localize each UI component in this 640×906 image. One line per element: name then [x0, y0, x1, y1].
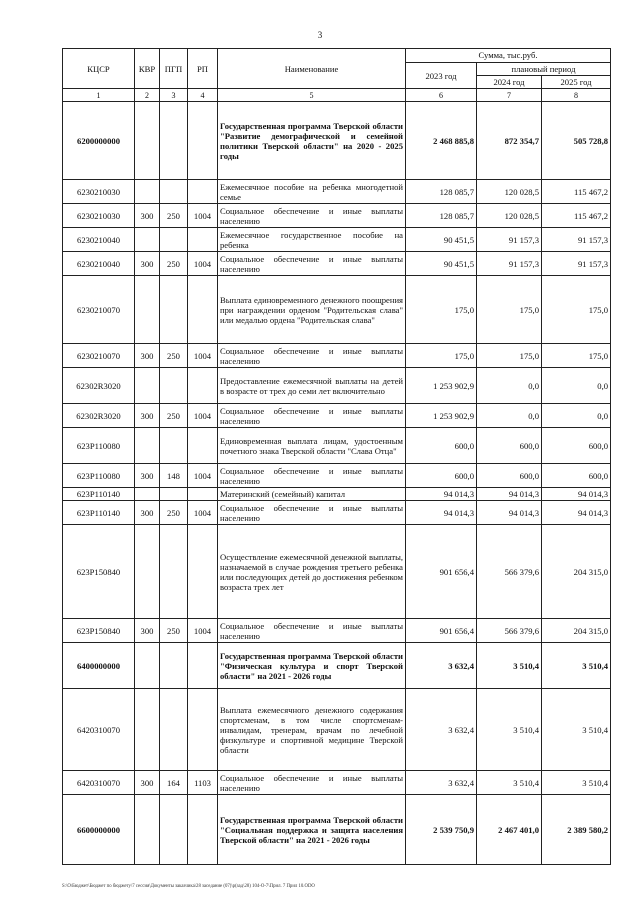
col-number: 5	[218, 89, 406, 102]
cell-2025: 91 157,3	[542, 252, 611, 276]
cell-rp: 1004	[188, 464, 218, 488]
cell-name: Выплата единовременного денежного поощрения при награждении орденом "Родительская слава" или медалью ордена "Родительская слава"	[218, 276, 406, 344]
cell-pgp	[160, 488, 188, 501]
cell-kcsr: 623P150840	[63, 619, 135, 643]
cell-2023: 600,0	[406, 428, 477, 464]
cell-2023: 3 632,4	[406, 643, 477, 689]
table-row	[63, 404, 611, 428]
cell-kvr: 300	[135, 771, 160, 795]
cell-rp: 1004	[188, 501, 218, 525]
cell-2025: 204 315,0	[542, 525, 611, 619]
cell-kvr	[135, 689, 160, 771]
cell-kvr: 300	[135, 619, 160, 643]
cell-2024: 600,0	[477, 428, 542, 464]
cell-pgp	[160, 228, 188, 252]
cell-2023: 901 656,4	[406, 619, 477, 643]
cell-2023: 175,0	[406, 344, 477, 368]
cell-name: Предоставление ежемесячной выплаты на детей в возрасте от трех до семи лет включительно	[218, 368, 406, 404]
cell-2024: 94 014,3	[477, 501, 542, 525]
cell-2024: 3 510,4	[477, 643, 542, 689]
cell-name: Социальное обеспечение и иные выплаты населению	[218, 464, 406, 488]
header-kcsr: КЦСР	[63, 49, 135, 89]
cell-2024: 3 510,4	[477, 771, 542, 795]
col-number: 7	[477, 89, 542, 102]
cell-name: Выплата ежемесячного денежного содержания спортсменам, в том числе спортсменам-инвалидам, тренерам, врачам по лечебной физкультуре и спортивной медицине Тверской области	[218, 689, 406, 771]
cell-kvr	[135, 102, 160, 180]
cell-2023: 90 451,5	[406, 252, 477, 276]
cell-pgp: 250	[160, 344, 188, 368]
cell-2025: 2 389 580,2	[542, 795, 611, 865]
cell-rp	[188, 276, 218, 344]
cell-kvr	[135, 525, 160, 619]
cell-2023: 1 253 902,9	[406, 368, 477, 404]
cell-kcsr: 6230210070	[63, 344, 135, 368]
cell-name: Осуществление ежемесячной денежной выплаты, назначаемой в случае рождения третьего ребенка или последующих детей до достижения ребенком возраста трех лет	[218, 525, 406, 619]
header-plan-period: плановый период	[477, 63, 611, 76]
cell-pgp: 250	[160, 252, 188, 276]
table-row	[63, 488, 611, 501]
cell-2023: 94 014,3	[406, 501, 477, 525]
cell-kvr	[135, 488, 160, 501]
cell-name: Ежемесячное пособие на ребенка многодетной семье	[218, 180, 406, 204]
header-pgp: ПГП	[160, 49, 188, 89]
header-2025: 2025 год	[542, 76, 611, 89]
cell-name: Социальное обеспечение и иные выплаты населению	[218, 344, 406, 368]
table-row	[63, 643, 611, 689]
cell-2025: 204 315,0	[542, 619, 611, 643]
cell-2023: 3 632,4	[406, 771, 477, 795]
cell-pgp: 250	[160, 404, 188, 428]
cell-rp: 1004	[188, 619, 218, 643]
cell-kvr: 300	[135, 204, 160, 228]
cell-2024: 872 354,7	[477, 102, 542, 180]
cell-pgp	[160, 428, 188, 464]
cell-pgp: 250	[160, 501, 188, 525]
cell-kcsr: 623P110080	[63, 464, 135, 488]
header-kvr: КВР	[135, 49, 160, 89]
cell-2025: 0,0	[542, 404, 611, 428]
cell-rp	[188, 180, 218, 204]
cell-rp	[188, 525, 218, 619]
cell-kcsr: 6600000000	[63, 795, 135, 865]
cell-name: Государственная программа Тверской области "Социальная поддержка и защита населения Тверской области" на 2021 - 2026 годы	[218, 795, 406, 865]
cell-2023: 94 014,3	[406, 488, 477, 501]
cell-pgp	[160, 276, 188, 344]
cell-2024: 120 028,5	[477, 204, 542, 228]
cell-kvr	[135, 643, 160, 689]
cell-kvr: 300	[135, 404, 160, 428]
table-row	[63, 619, 611, 643]
table-row	[63, 368, 611, 404]
cell-2024: 0,0	[477, 368, 542, 404]
cell-2025: 91 157,3	[542, 228, 611, 252]
cell-pgp: 164	[160, 771, 188, 795]
cell-name: Социальное обеспечение и иные выплаты населению	[218, 204, 406, 228]
cell-2025: 505 728,8	[542, 102, 611, 180]
cell-2025: 3 510,4	[542, 643, 611, 689]
cell-2024: 0,0	[477, 404, 542, 428]
cell-kcsr: 6230210040	[63, 228, 135, 252]
cell-rp	[188, 689, 218, 771]
cell-kcsr: 6230210070	[63, 276, 135, 344]
cell-2023: 2 468 885,8	[406, 102, 477, 180]
header-2023: 2023 год	[406, 63, 477, 89]
cell-rp	[188, 228, 218, 252]
cell-rp	[188, 102, 218, 180]
cell-2025: 3 510,4	[542, 689, 611, 771]
col-number: 6	[406, 89, 477, 102]
cell-2024: 566 379,6	[477, 525, 542, 619]
cell-2025: 3 510,4	[542, 771, 611, 795]
cell-kvr: 300	[135, 501, 160, 525]
cell-rp: 1004	[188, 252, 218, 276]
table-row	[63, 771, 611, 795]
cell-kvr	[135, 180, 160, 204]
table-row	[63, 102, 611, 180]
cell-pgp	[160, 102, 188, 180]
cell-name: Государственная программа Тверской области "Физическая культура и спорт Тверской области" на 2021 - 2026 годы	[218, 643, 406, 689]
cell-kcsr: 6420310070	[63, 689, 135, 771]
cell-2025: 600,0	[542, 464, 611, 488]
cell-name: Социальное обеспечение и иные выплаты населению	[218, 404, 406, 428]
cell-kcsr: 6230210040	[63, 252, 135, 276]
cell-rp	[188, 795, 218, 865]
cell-2023: 175,0	[406, 276, 477, 344]
cell-kcsr: 623P110140	[63, 488, 135, 501]
cell-kcsr: 6420310070	[63, 771, 135, 795]
cell-2023: 128 085,7	[406, 204, 477, 228]
cell-name: Государственная программа Тверской области "Развитие демографической и семейной политики Тверской области" на 2020 - 2025 годы	[218, 102, 406, 180]
cell-kcsr: 6230210030	[63, 204, 135, 228]
cell-2023: 2 539 750,9	[406, 795, 477, 865]
header-name: Наименование	[218, 49, 406, 89]
cell-name: Социальное обеспечение и иные выплаты населению	[218, 252, 406, 276]
cell-2024: 600,0	[477, 464, 542, 488]
col-number: 2	[135, 89, 160, 102]
cell-2023: 90 451,5	[406, 228, 477, 252]
table-row	[63, 501, 611, 525]
cell-pgp: 250	[160, 619, 188, 643]
cell-name: Социальное обеспечение и иные выплаты населению	[218, 501, 406, 525]
cell-2023: 901 656,4	[406, 525, 477, 619]
col-number: 8	[542, 89, 611, 102]
cell-rp: 1103	[188, 771, 218, 795]
table-row	[63, 525, 611, 619]
cell-2024: 94 014,3	[477, 488, 542, 501]
cell-kvr	[135, 428, 160, 464]
cell-rp: 1004	[188, 344, 218, 368]
cell-kcsr: 62302R3020	[63, 368, 135, 404]
cell-name: Социальное обеспечение и иные выплаты населению	[218, 771, 406, 795]
cell-kvr	[135, 795, 160, 865]
cell-2023: 600,0	[406, 464, 477, 488]
cell-kcsr: 623P150840	[63, 525, 135, 619]
cell-rp: 1004	[188, 404, 218, 428]
header-sum: Сумма, тыс.руб.	[406, 49, 611, 63]
cell-2025: 94 014,3	[542, 501, 611, 525]
cell-2023: 3 632,4	[406, 689, 477, 771]
cell-kcsr: 6400000000	[63, 643, 135, 689]
table-row	[63, 180, 611, 204]
cell-pgp: 148	[160, 464, 188, 488]
col-number: 3	[160, 89, 188, 102]
cell-kcsr: 6230210030	[63, 180, 135, 204]
cell-kvr	[135, 276, 160, 344]
cell-2025: 94 014,3	[542, 488, 611, 501]
cell-kcsr: 623P110080	[63, 428, 135, 464]
cell-pgp	[160, 643, 188, 689]
table-row	[63, 228, 611, 252]
cell-2025: 600,0	[542, 428, 611, 464]
cell-2024: 2 467 401,0	[477, 795, 542, 865]
cell-name: Материнский (семейный) капитал	[218, 488, 406, 501]
table-row	[63, 689, 611, 771]
cell-2025: 115 467,2	[542, 180, 611, 204]
cell-pgp	[160, 525, 188, 619]
cell-rp: 1004	[188, 204, 218, 228]
cell-kvr: 300	[135, 464, 160, 488]
cell-2025: 175,0	[542, 276, 611, 344]
table-row	[63, 428, 611, 464]
table-row	[63, 344, 611, 368]
cell-pgp: 250	[160, 204, 188, 228]
cell-kvr: 300	[135, 344, 160, 368]
page-number: 3	[317, 30, 323, 40]
cell-2023: 128 085,7	[406, 180, 477, 204]
cell-pgp	[160, 795, 188, 865]
cell-kvr	[135, 368, 160, 404]
table-row	[63, 276, 611, 344]
cell-2024: 175,0	[477, 344, 542, 368]
cell-name: Ежемесячное государственное пособие на ребенка	[218, 228, 406, 252]
cell-2025: 175,0	[542, 344, 611, 368]
cell-2024: 3 510,4	[477, 689, 542, 771]
cell-pgp	[160, 180, 188, 204]
cell-name: Единовременная выплата лицам, удостоенным почетного знака Тверской области "Слава Отца"	[218, 428, 406, 464]
table-row	[63, 204, 611, 228]
cell-name: Социальное обеспечение и иные выплаты населению	[218, 619, 406, 643]
cell-pgp	[160, 689, 188, 771]
col-number: 1	[63, 89, 135, 102]
cell-2025: 0,0	[542, 368, 611, 404]
cell-rp	[188, 488, 218, 501]
cell-rp	[188, 368, 218, 404]
cell-2024: 91 157,3	[477, 252, 542, 276]
cell-rp	[188, 428, 218, 464]
cell-rp	[188, 643, 218, 689]
cell-pgp	[160, 368, 188, 404]
cell-2023: 1 253 902,9	[406, 404, 477, 428]
table-row	[63, 464, 611, 488]
cell-kcsr: 6200000000	[63, 102, 135, 180]
table-row	[63, 252, 611, 276]
file-path-footer: S:\O\Бюджет\Бюджет по бюджету\7 сессия\Документы заказчика\28 заседание (07)\р(зад\28) 104-О-7\Прил. 7 Прил 10.ODO	[62, 884, 315, 889]
cell-2025: 115 467,2	[542, 204, 611, 228]
table-row	[63, 795, 611, 865]
cell-2024: 120 028,5	[477, 180, 542, 204]
cell-2024: 175,0	[477, 276, 542, 344]
cell-kvr	[135, 228, 160, 252]
col-number: 4	[188, 89, 218, 102]
cell-2024: 91 157,3	[477, 228, 542, 252]
cell-kcsr: 62302R3020	[63, 404, 135, 428]
budget-table	[62, 48, 611, 865]
cell-kvr: 300	[135, 252, 160, 276]
cell-2024: 566 379,6	[477, 619, 542, 643]
header-2024: 2024 год	[477, 76, 542, 89]
header-rp: РП	[188, 49, 218, 89]
cell-kcsr: 623P110140	[63, 501, 135, 525]
